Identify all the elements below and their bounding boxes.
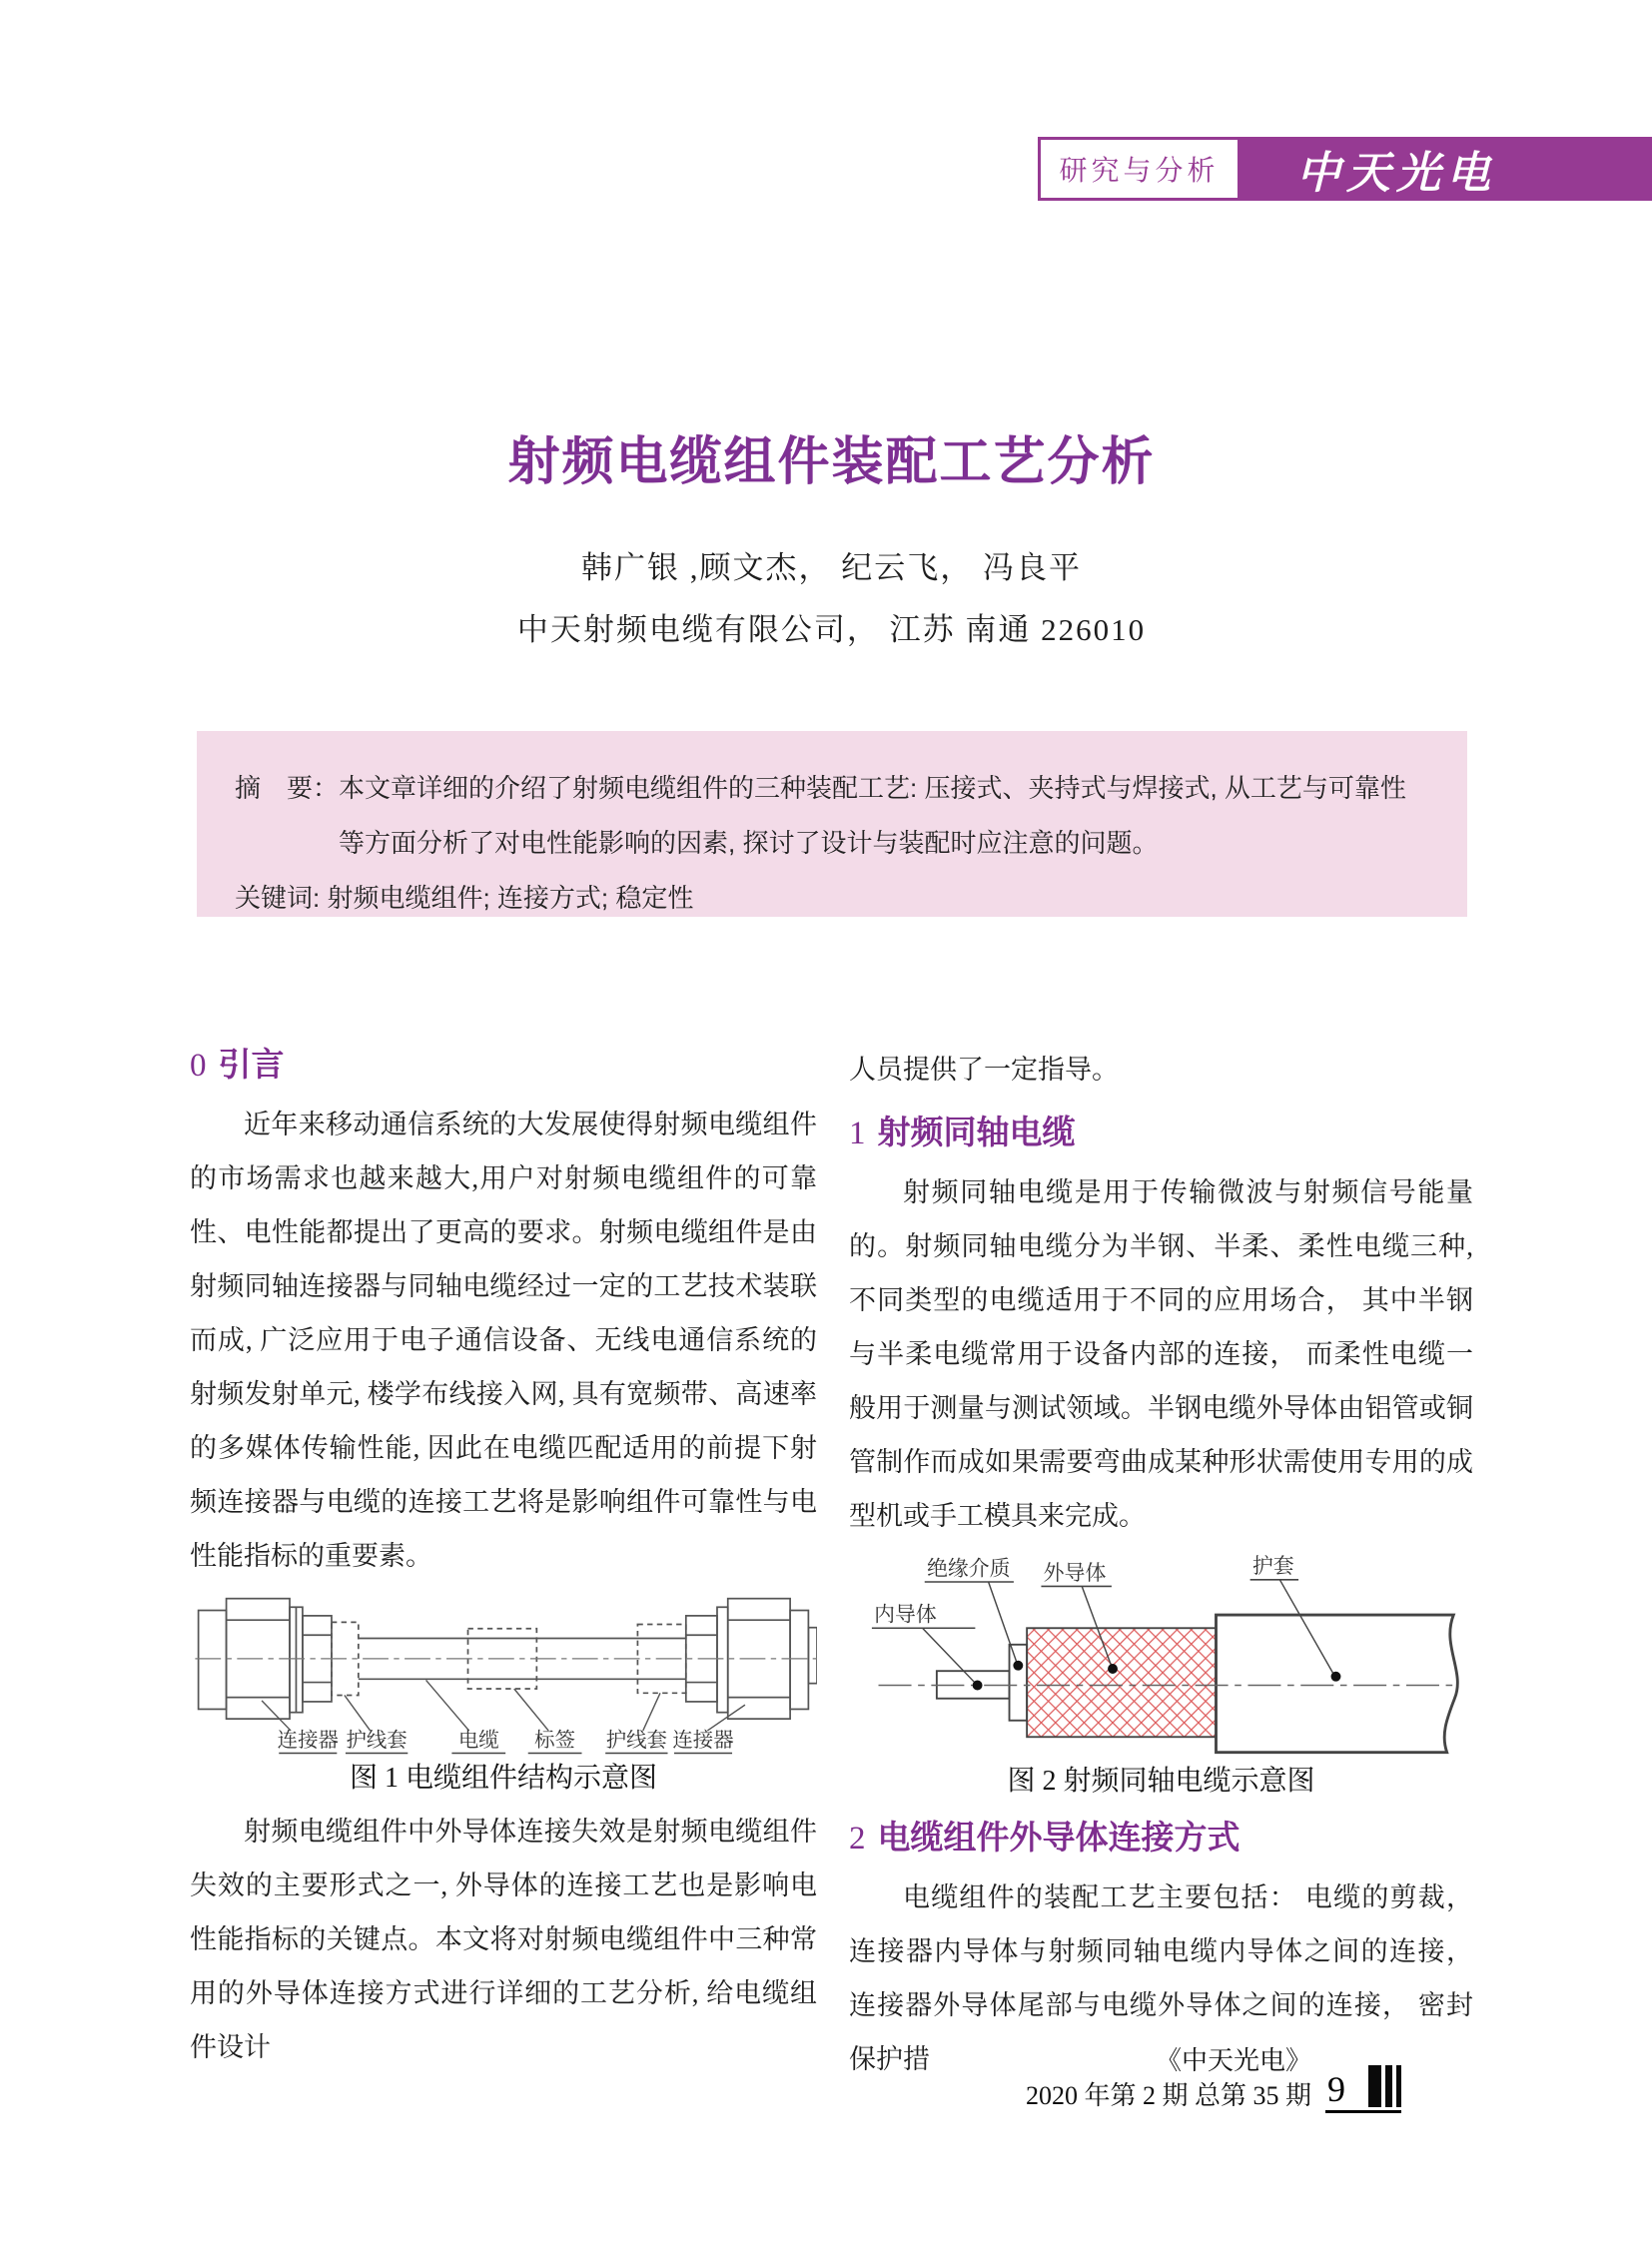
footer-journal-name: 《中天光电》	[1155, 2046, 1311, 2075]
section-number: 1	[849, 1116, 866, 1151]
abstract-label: 摘 要：	[235, 773, 340, 803]
section-heading-0	[190, 1043, 817, 1088]
fig1-label-sleeve-left: 护线套	[346, 1730, 408, 1753]
page-number-block	[1325, 2061, 1401, 2113]
fig2-label-inner-conductor: 内导体	[873, 1603, 937, 1627]
right-column	[849, 1043, 1473, 2086]
section-number: 0	[190, 1048, 207, 1084]
abstract-text: 本文章详细的介绍了射频电缆组件的三种装配工艺: 压接式、夹持式与焊接式, 从工艺与可靠性等方面分析了对电性能影响的因素, 探讨了设计与装配时应注意的问题。	[339, 773, 1406, 858]
figure-2	[849, 1549, 1473, 1802]
section-title: 引言	[218, 1046, 285, 1083]
figure-1	[190, 1589, 817, 1799]
paragraph: 射频电缆组件中外导体连接失效是射频电缆组件失效的主要形式之一, 外导体的连接工艺也是影响电性能指标的关键点。本文将对射频电缆组件中三种常用的外导体连接方式进行详细的工艺分析, 给电缆组件设计	[190, 1816, 817, 2062]
article-affiliation: 中天射频电缆有限公司， 江苏 南通 226010	[516, 612, 1147, 647]
article-title: 射频电缆组件装配工艺分析	[507, 434, 1156, 491]
fig1-label-connector-right: 连接器	[672, 1730, 734, 1753]
page-number: 9	[1327, 2069, 1345, 2109]
page-footer	[1026, 2043, 1401, 2113]
fig1-label-sleeve-right: 护线套	[605, 1730, 667, 1753]
keywords-label: 关键词:	[235, 883, 328, 913]
figure-1-caption: 图 1 电缆组件结构示意图	[349, 1762, 657, 1794]
fig1-label-cable: 电缆	[457, 1730, 499, 1753]
section-tag: 研究与分析	[1038, 137, 1240, 201]
paragraph: 射频同轴电缆是用于传输微波与射频信号能量的。射频同轴电缆分为半钢、半柔、柔性电缆三种, 不同类型的电缆适用于不同的应用场合， 其中半钢与半柔电缆常用于设备内部的连接， 而柔性电缆一般用于测量与测试领域。半钢电缆外导体由铝管或铜管制作而成如果需要弯曲成某种形状需使用专用的成型机或手工模具来完成。	[849, 1177, 1473, 1531]
figure-2-caption: 图 2 射频同轴电缆示意图	[1007, 1766, 1315, 1798]
footer-journal-info	[1026, 2043, 1311, 2113]
footer-issue-info: 2020 年第 2 期 总第 35 期	[1025, 2081, 1311, 2110]
section-title: 射频同轴电缆	[877, 1114, 1076, 1150]
keywords-line	[235, 871, 1421, 926]
article-authors: 韩广银 ,顾文杰， 纪云飞， 冯良平	[581, 550, 1082, 585]
paragraph: 近年来移动通信系统的大发展使得射频电缆组件的市场需求也越来越大,用户对射频电缆组件的可靠性、电性能都提出了更高的要求。射频电缆组件是由射频同轴连接器与同轴电缆经过一定的工艺技术装联而成, 广泛应用于电子通信设备、无线电通信系统的射频发射单元, 楼学布线接入网, 具有宽频带、高速率的多媒体传输性能, 因此在电缆匹配适用的前提下射频连接器与电缆的连接工艺将是影响组件可靠性与电性能指标的重要素。	[190, 1110, 817, 1571]
fig2-label-jacket: 护套	[1251, 1555, 1294, 1579]
journal-brand-logo: 中天光电	[1240, 137, 1652, 201]
abstract-paragraph	[235, 761, 1421, 871]
fig2-label-outer-conductor: 外导体	[1043, 1561, 1106, 1585]
paragraph: 电缆组件的装配工艺主要包括： 电缆的剪裁， 连接器内导体与射频同轴电缆内导体之间的连接， 连接器外导体尾部与电缆外导体之间的连接， 密封保护措	[849, 1882, 1473, 2075]
section-number: 2	[849, 1821, 866, 1858]
footer-bars-icon	[1368, 2065, 1401, 2107]
section-heading-1	[849, 1111, 1473, 1155]
section-heading-2	[849, 1816, 1473, 1861]
keywords-text: 射频电缆组件; 连接方式; 稳定性	[327, 883, 694, 913]
fig1-label-connector-left: 连接器	[277, 1730, 339, 1753]
header-band	[1038, 137, 1652, 201]
coaxial-cable-diagram	[862, 1549, 1461, 1760]
body-columns	[190, 1043, 1473, 2086]
fig2-label-dielectric: 绝缘介质	[926, 1557, 1011, 1581]
section-title: 电缆组件外导体连接方式	[877, 1819, 1240, 1857]
cable-assembly-diagram	[190, 1589, 817, 1757]
abstract-box	[197, 731, 1467, 917]
paragraph: 人员提供了一定指导。	[849, 1055, 1119, 1085]
fig1-label-tag: 标签	[534, 1730, 576, 1753]
left-column	[190, 1043, 817, 2086]
